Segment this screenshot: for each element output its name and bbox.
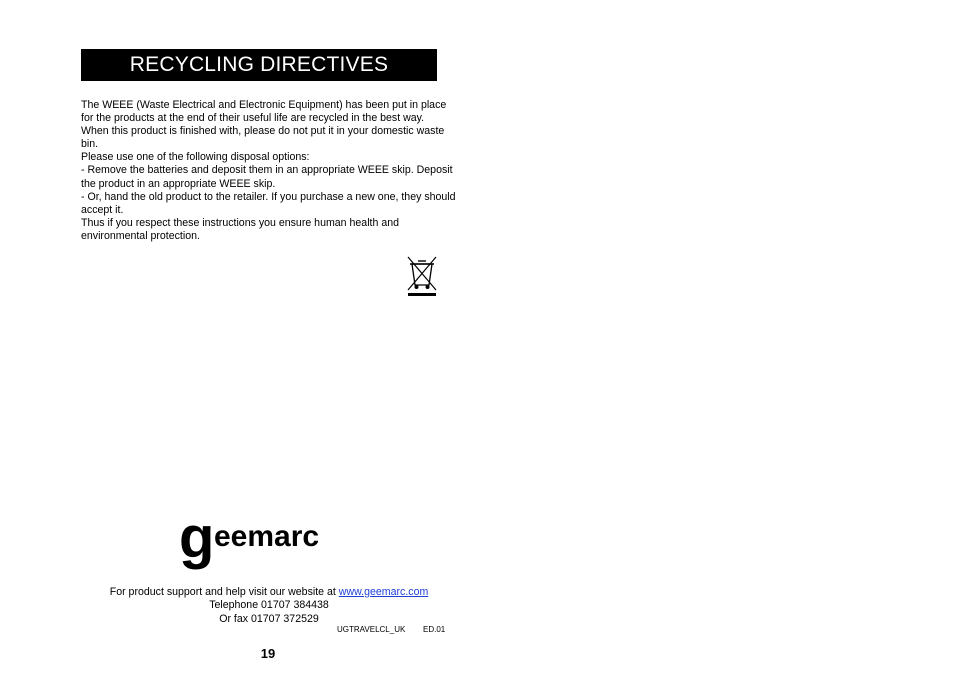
paragraph-protection: Thus if you respect these instructions you ensure human health and environmental protection. [81,216,399,242]
page-title: RECYCLING DIRECTIVES [81,49,437,81]
website-line [81,586,457,599]
paragraph-weee-intro: The WEEE (Waste Electrical and Electronic Equipment) has been put in place for the products at the end of their useful life are recycled in the best way. [81,99,447,125]
logo-g: g [179,512,215,570]
paragraph-disposal-options: Please use one of the following disposal options: [81,151,310,164]
recycling-text [81,99,459,243]
paragraph-remove-batteries: - Remove the batteries and deposit them in an appropriate WEEE skip. Deposit the product in an appropriate WEEE skip. [81,164,453,190]
logo-text: eemarc [214,520,320,553]
website-link[interactable]: www.geemarc.com [338,586,429,598]
paragraph-domestic-bin: When this product is finished with, please do not put it in your domestic waste bin. [81,125,445,151]
fax-line: Or fax 01707 372529 [219,612,319,625]
doc-code: UGTRAVELCL_UK [337,625,406,634]
telephone-line: Telephone 01707 384438 [209,599,329,612]
paragraph-retailer: - Or, hand the old product to the retailer. If you purchase a new one, they should accept it. [81,190,456,216]
crossed-out-wheelie-bin-icon [405,254,439,298]
edition-code: ED.01 [423,625,446,634]
page-number: 19 [260,646,276,661]
geemarc-logo [176,512,362,574]
support-info [81,586,457,626]
website-prefix: For product support and help visit our website at [109,586,339,598]
